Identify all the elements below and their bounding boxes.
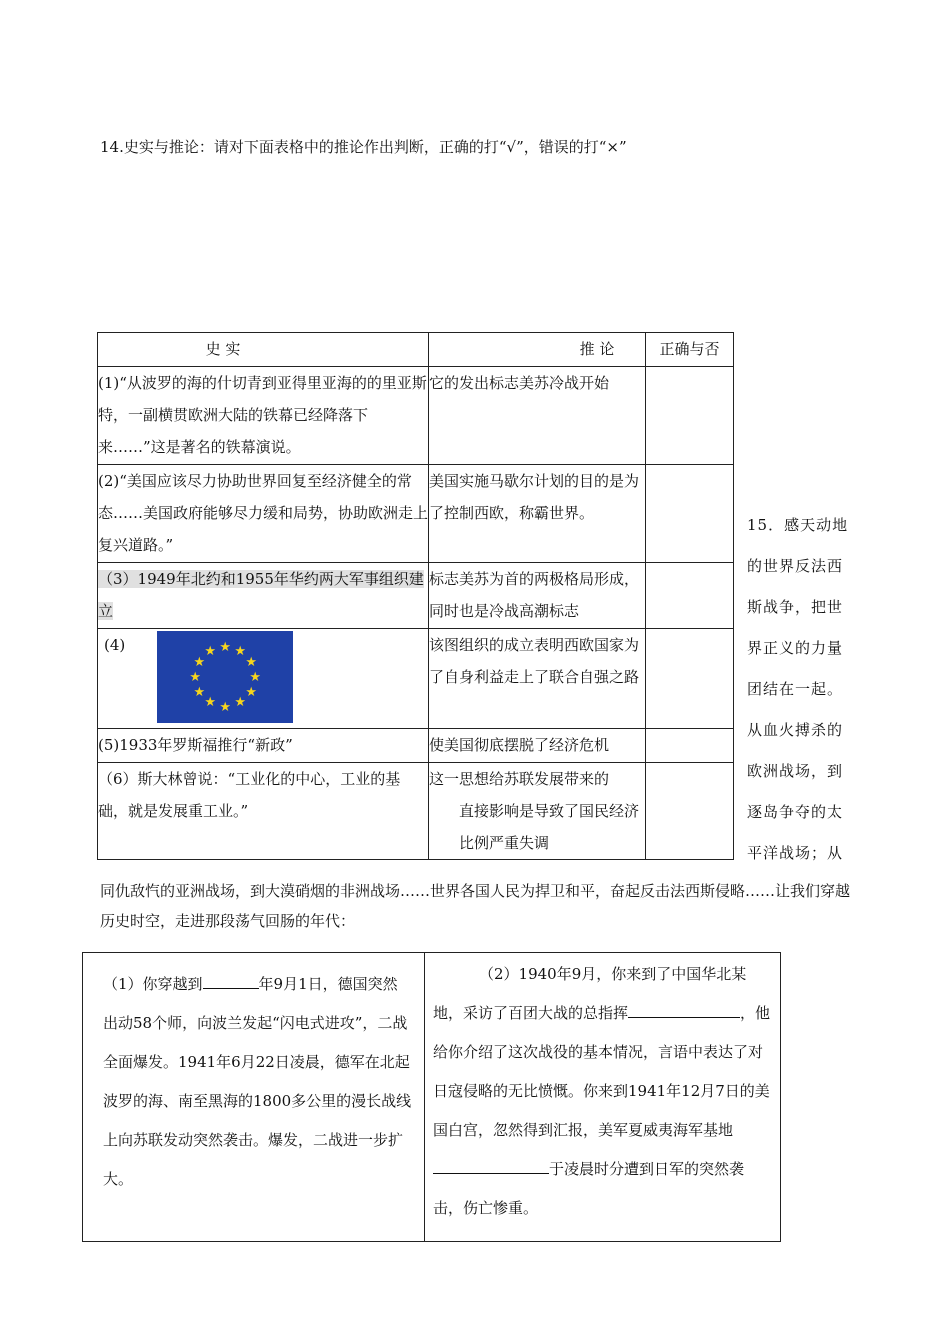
header-inference: 推 论 xyxy=(429,333,646,367)
inference-cell-6 xyxy=(429,763,646,860)
inference-cell-4: 该图组织的成立表明西欧国家为了自身利益走上了联合自强之路 xyxy=(429,629,646,729)
inference-cell-5: 使美国彻底摆脱了经济危机 xyxy=(429,729,646,763)
star-icon: ★ xyxy=(249,669,262,685)
eu-flag-image xyxy=(157,631,293,723)
left-text-b: 年9月1日，德国突然出动58个师，向波兰发起“闪电式进攻”，二战全面爆发。1941年6月22日凌晨，德军在北起波罗的海、南至黑海的1800多公里的漫长战线上向苏联发动突然袭击。爆发，二战进一步扩大。 xyxy=(103,975,412,1188)
fact-cell-4 xyxy=(98,629,429,729)
inference-6-rest: 直接影响是导致了国民经济比例严重失调 xyxy=(459,802,640,852)
judgement-cell-3[interactable] xyxy=(646,563,734,629)
commander-blank[interactable] xyxy=(628,1003,740,1018)
star-icon: ★ xyxy=(234,695,247,711)
table-row xyxy=(98,465,734,563)
side-line: 的世界反法西 xyxy=(747,557,844,575)
side-line: 逐岛争夺的太 xyxy=(747,803,844,821)
question-15-intro-side xyxy=(747,505,857,874)
right-text-a: （2）1940年9月，你来到了中国华北某地，采访了百团大战的总指挥 xyxy=(433,965,747,1022)
fact-inference-table xyxy=(97,332,734,860)
inference-cell-3: 标志美苏为首的两极格局形成，同时也是冷战高潮标志 xyxy=(429,563,646,629)
table-row xyxy=(98,563,734,629)
question-14-title: 14.史实与推论：请对下面表格中的推论作出判断，正确的打“√”，错误的打“×” xyxy=(100,138,627,156)
star-icon: ★ xyxy=(204,643,217,659)
scenario-right-cell xyxy=(425,953,781,1242)
table-row xyxy=(98,629,734,729)
side-line: 团结在一起。 xyxy=(747,680,844,698)
right-text-b: ，他给你介绍了这次战役的基本情况，言语中表达了对日寇侵略的无比愤慨。你来到1941年12月7日的美国白宫，忽然得到汇报，美军夏威夷海军基地 xyxy=(433,1004,771,1139)
highlighted-fact-text: （3）1949年北约和1955年华约两大军事组织建立 xyxy=(98,570,424,620)
judgement-cell-2[interactable] xyxy=(646,465,734,563)
judgement-cell-1[interactable] xyxy=(646,367,734,465)
right-text-c: 于凌晨时分遭到日军的突然袭击，伤亡惨重。 xyxy=(433,1160,745,1217)
star-icon: ★ xyxy=(219,699,232,715)
star-icon: ★ xyxy=(234,643,247,659)
inference-cell-1: 它的发出标志美苏冷战开始 xyxy=(429,367,646,465)
header-judgement: 正确与否 xyxy=(646,333,734,367)
judgement-cell-5[interactable] xyxy=(646,729,734,763)
header-fact: 史 实 xyxy=(98,333,429,367)
side-line: 从血火搏杀的 xyxy=(747,721,844,739)
side-line: 欧洲战场，到 xyxy=(747,762,844,780)
judgement-cell-4[interactable] xyxy=(646,629,734,729)
scenario-left-cell xyxy=(83,953,425,1242)
table-header-row xyxy=(98,333,734,367)
fact-cell-2: (2)“美国应该尽力协助世界回复至经济健全的常态……美国政府能够尽力缓和局势，协助欧洲走上复兴道路。” xyxy=(98,465,429,563)
table-row xyxy=(98,763,734,860)
star-icon: ★ xyxy=(189,669,202,685)
inference-cell-2: 美国实施马歇尔计划的目的是为了控制西欧，称霸世界。 xyxy=(429,465,646,563)
fact-cell-1: (1)“从波罗的海的什切青到亚得里亚海的的里亚斯特，一副横贯欧洲大陆的铁幕已经降落下来……”这是著名的铁幕演说。 xyxy=(98,367,429,465)
side-line: 平洋战场；从 xyxy=(747,844,844,862)
star-icon: ★ xyxy=(245,684,258,700)
fact-cell-3 xyxy=(98,563,429,629)
side-line: 斯战争，把世 xyxy=(747,598,844,616)
fact-cell-6: （6）斯大林曾说：“工业化的中心，工业的基础，就是发展重工业。” xyxy=(98,763,429,860)
naval-base-blank[interactable] xyxy=(433,1159,549,1174)
scenario-table xyxy=(82,952,781,1242)
year-blank[interactable] xyxy=(203,974,259,989)
question-15-intro-continued: 同仇敌忾的亚洲战场，到大漠硝烟的非洲战场……世界各国人民为捍卫和平，奋起反击法西斯侵略……让我们穿越历史时空，走进那段荡气回肠的年代： xyxy=(100,882,851,930)
star-icon: ★ xyxy=(245,654,258,670)
inference-6-line1: 这一思想给苏联发展带来的 xyxy=(429,770,610,788)
fact-label-4: (4) xyxy=(104,636,126,654)
star-icon: ★ xyxy=(219,639,232,655)
judgement-cell-6[interactable] xyxy=(646,763,734,860)
left-text-a: （1）你穿越到 xyxy=(103,975,203,993)
star-icon: ★ xyxy=(204,695,217,711)
side-line: 界正义的力量 xyxy=(747,639,844,657)
table-row xyxy=(98,367,734,465)
fact-cell-5: (5)1933年罗斯福推行“新政” xyxy=(98,729,429,763)
star-icon: ★ xyxy=(193,654,206,670)
star-icon: ★ xyxy=(193,684,206,700)
table-row xyxy=(98,729,734,763)
side-line: 15．感天动地 xyxy=(747,516,849,534)
